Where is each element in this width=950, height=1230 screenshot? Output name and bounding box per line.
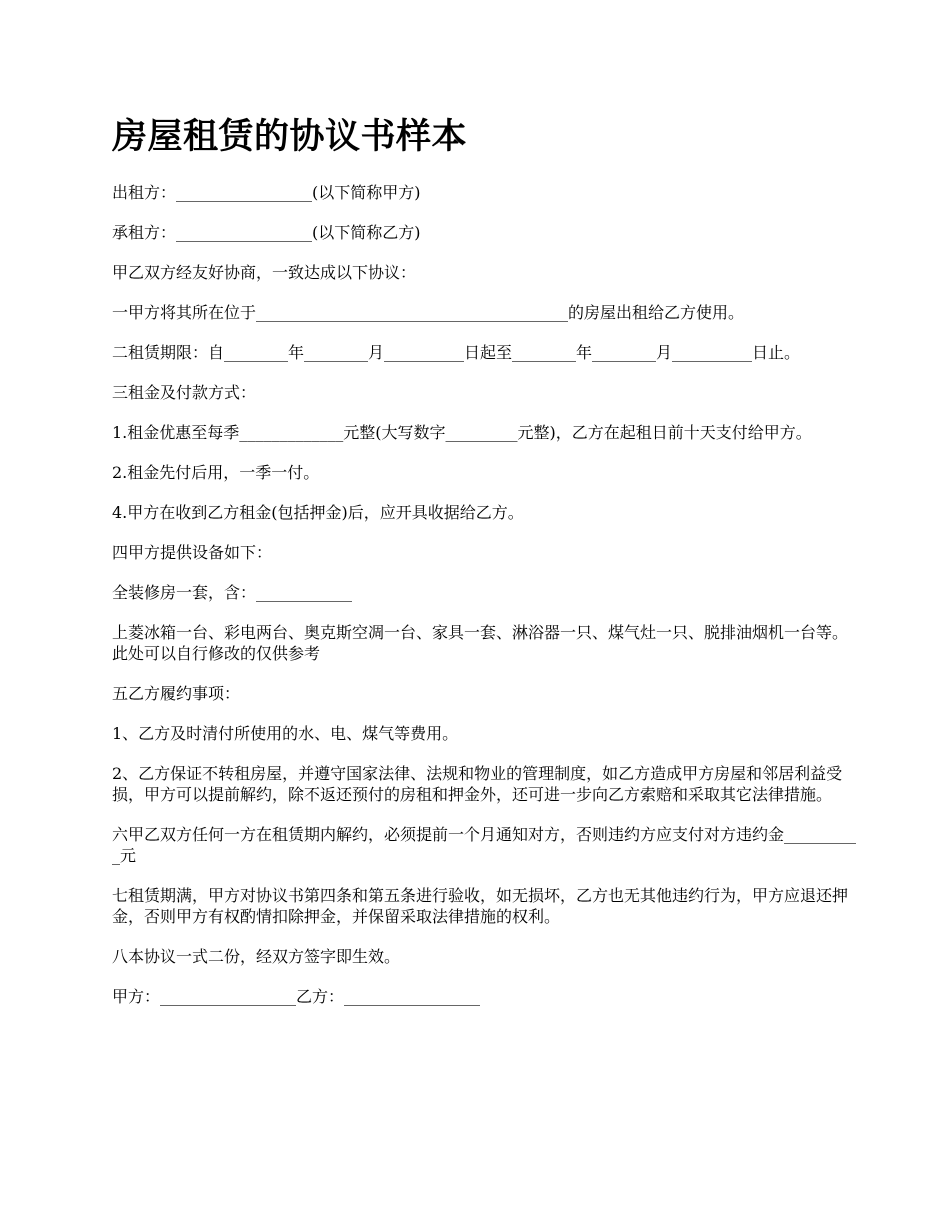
- signature-line: 甲方：_________________乙方：_________________: [112, 987, 481, 1006]
- clause-6-termination: 六甲乙双方任何一方在租赁期内解约，必须提前一个月通知对方，否则违约方应支付对方违约金__________元: [112, 825, 857, 865]
- clause-5-item-1: 1、乙方及时清付所使用的水、电、煤气等费用。: [112, 724, 459, 743]
- clause-2-term: 二租赁期限：自________年________月__________日起至________年________月__________日止。: [112, 343, 801, 362]
- clause-3-item-2: 2.租金先付后用，一季一付。: [112, 463, 320, 482]
- clause-4-equipment: 上菱冰箱一台、彩电两台、奥克斯空凋一台、家具一套、淋浴器一只、煤气灶一只、脱排油烟机一台等。此处可以自行修改的仅供参考: [112, 623, 849, 663]
- clause-3-heading: 三租金及付款方式：: [112, 383, 257, 402]
- clause-3-item-1: 1.租金优惠至每季_____________元整(大写数字_________元整)，乙方在起租日前十天支付给甲方。: [112, 423, 812, 442]
- agreement-intro: 甲乙双方经友好协商，一致达成以下协议：: [112, 263, 417, 282]
- clause-8-effect: 八本协议一式二份，经双方签字即生效。: [112, 947, 401, 966]
- clause-4-heading: 四甲方提供设备如下：: [112, 543, 273, 562]
- clause-7-expiry: 七租赁期满，甲方对协议书第四条和第五条进行验收，如无损坏，乙方也无其他违约行为，甲方应退还押金，否则甲方有权酌情扣除押金，并保留采取法律措施的权利。: [112, 886, 849, 926]
- lessor-line: 出租方：_________________(以下简称甲方): [112, 183, 421, 202]
- clause-1-location: 一甲方将其所在位于_______________________________________的房屋出租给乙方使用。: [112, 303, 745, 322]
- document-title: 房屋租赁的协议书样本: [112, 116, 468, 157]
- lessee-line: 承租方：_________________(以下简称乙方): [112, 223, 421, 242]
- clause-5-item-2: 2、乙方保证不转租房屋，并遵守国家法律、法规和物业的管理制度，如乙方造成甲方房屋和邻居利益受损，甲方可以提前解约，除不返还预付的房租和押金外，还可进一步向乙方索赔和采取其它法律措施。: [112, 764, 843, 804]
- clause-4-item-1: 全装修房一套，含：____________: [112, 583, 353, 602]
- clause-3-item-4: 4.甲方在收到乙方租金(包括押金)后，应开具收据给乙方。: [112, 503, 524, 522]
- clause-5-heading: 五乙方履约事项：: [112, 684, 241, 703]
